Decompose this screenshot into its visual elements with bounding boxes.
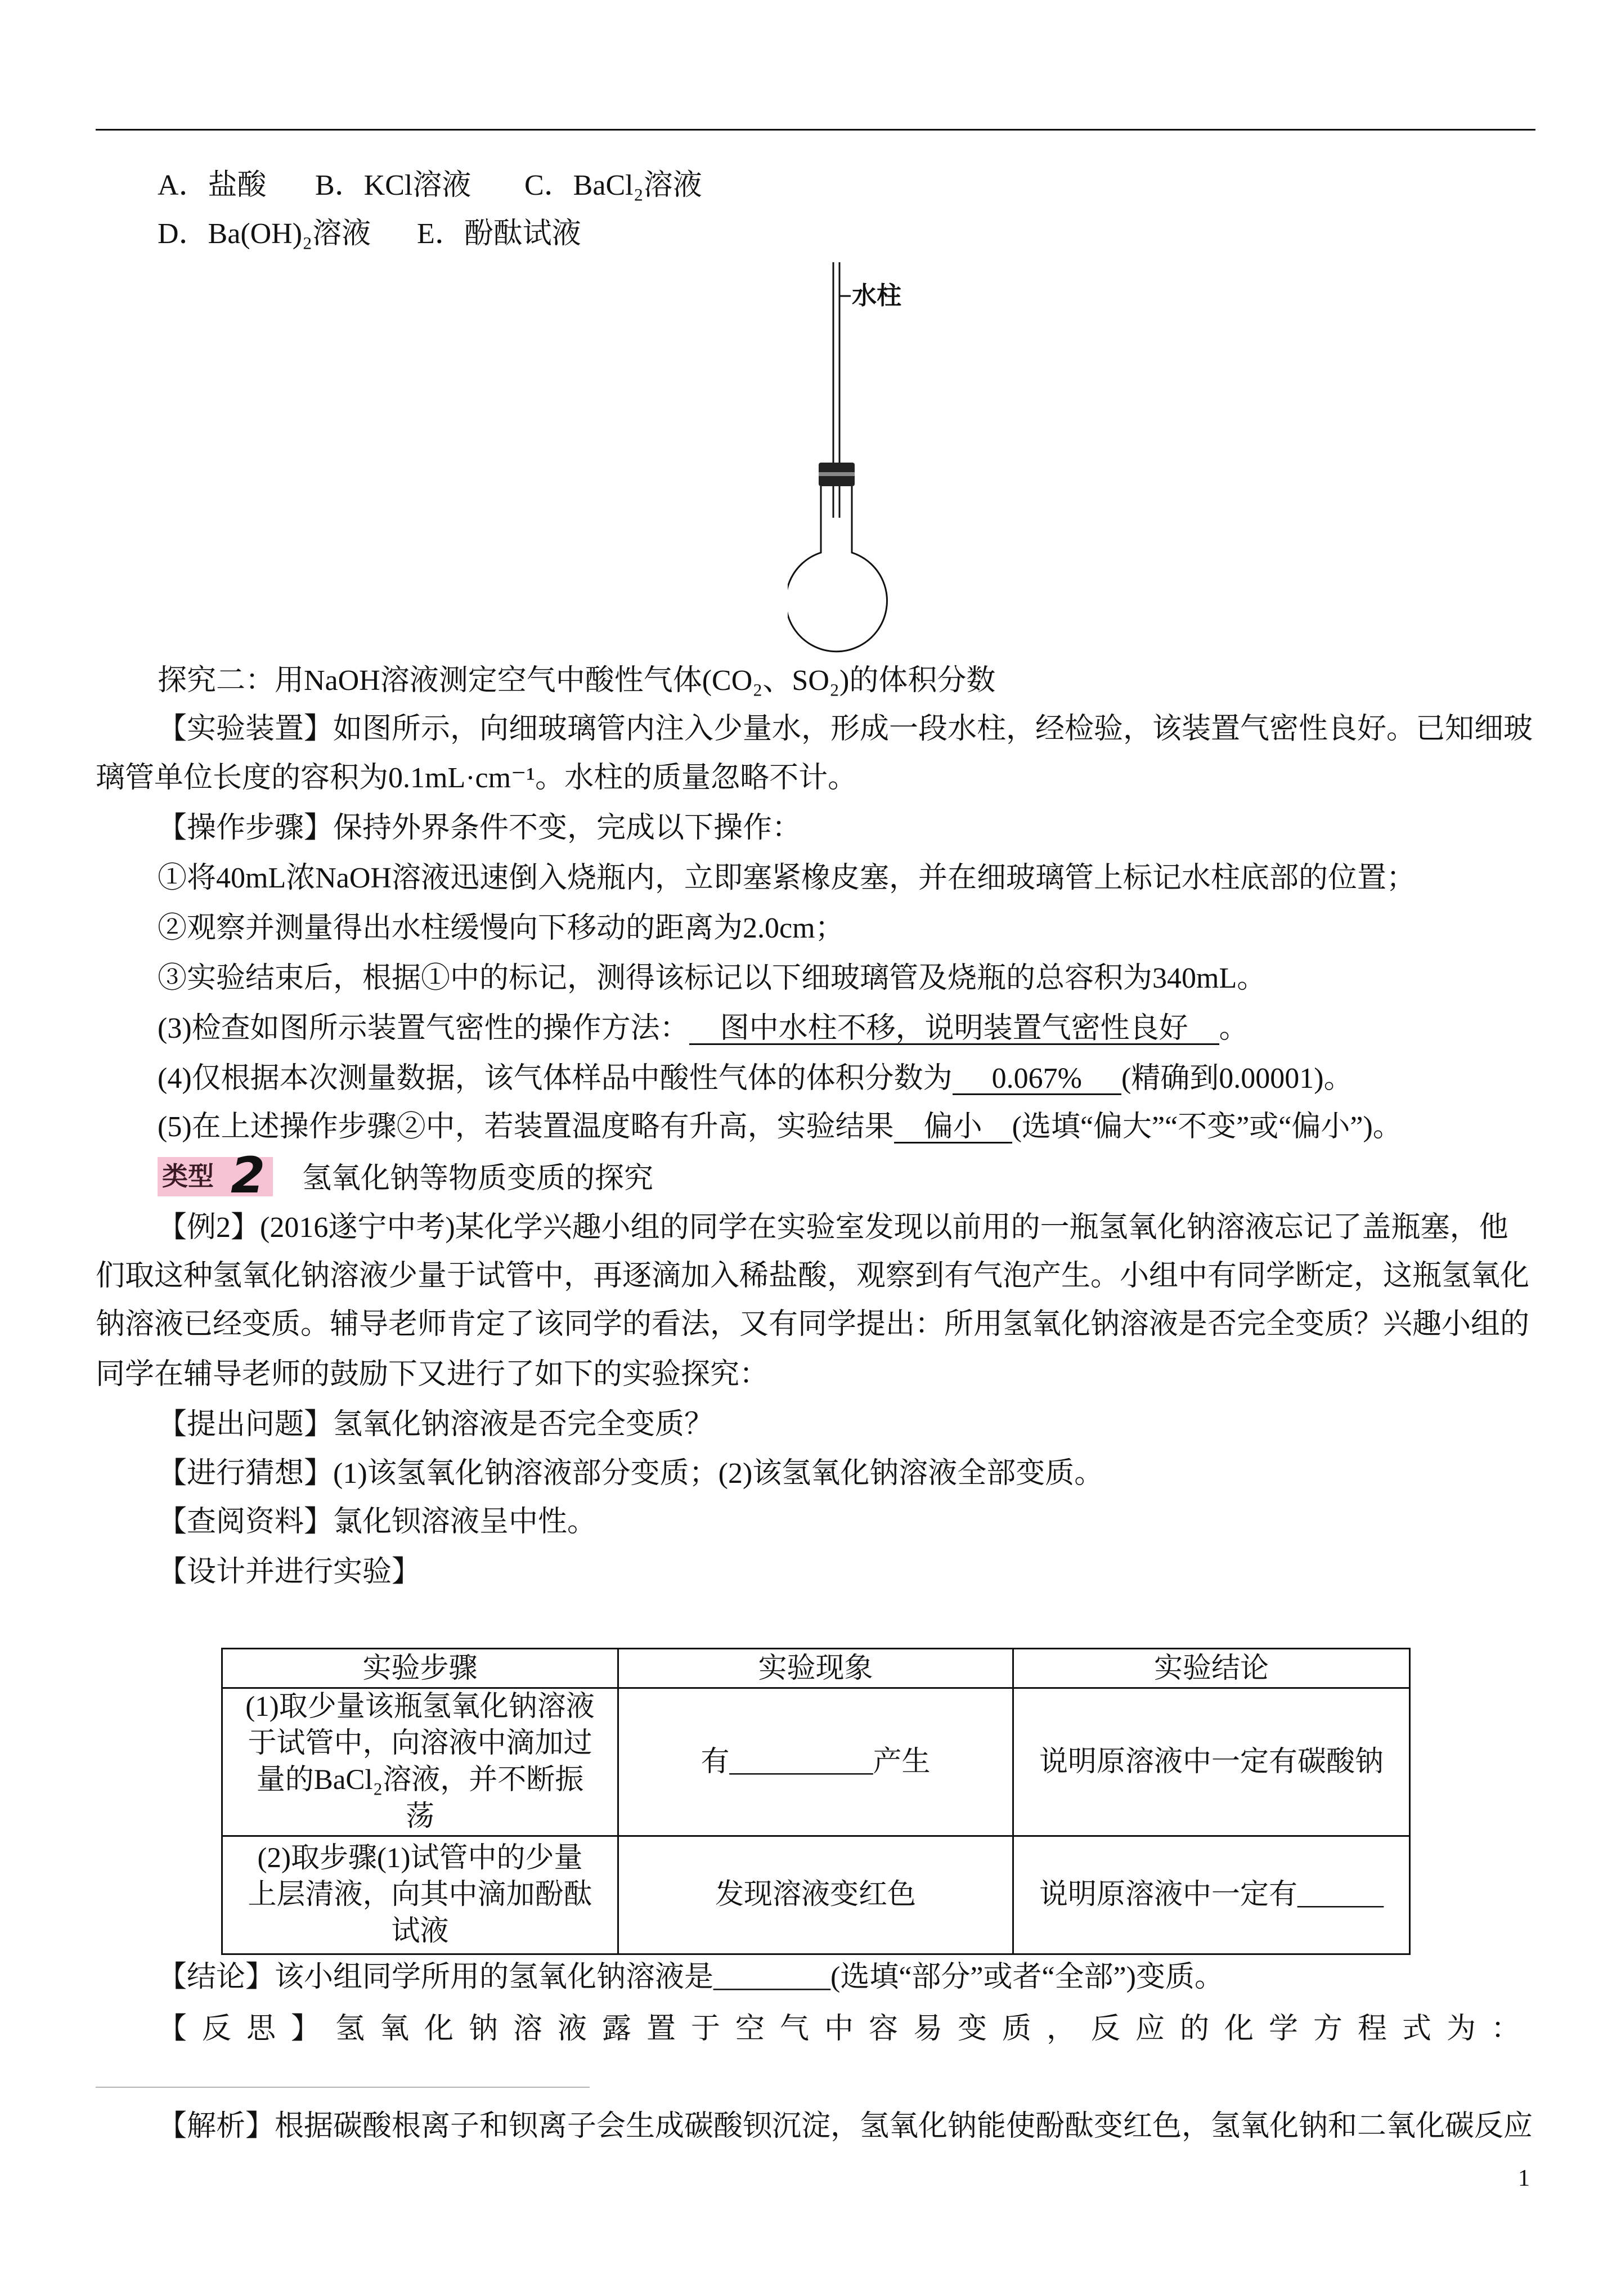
raise-question: 【提出问题】氢氧化钠溶液是否完全变质？ [158, 1409, 714, 1441]
option-d: D．Ba(OH)₂溶液 [158, 218, 371, 250]
row1-step-line: (1)取少量该瓶氢氧化钠溶液 [245, 1691, 595, 1723]
row1-step-line: 于试管中，向溶液中滴加过 [248, 1728, 592, 1759]
page-number: 1 [1518, 2165, 1530, 2191]
design-experiment: 【设计并进行实验】 [158, 1556, 421, 1588]
question-4-suffix: (精确到0.00001)。 [1121, 1062, 1353, 1095]
header-conclusion: 实验结论 [1013, 1649, 1410, 1688]
header-phenomenon: 实验现象 [618, 1649, 1013, 1688]
question-4 [158, 1062, 1353, 1096]
row2-step-line: (2)取步骤(1)试管中的少量 [257, 1842, 583, 1874]
type2-title: 氢氧化钠等物质变质的探究 [302, 1163, 654, 1195]
procedure-step-1: ①将40mL浓NaOH溶液迅速倒入烧瓶内，立即塞紧橡皮塞，并在细玻璃管上标记水柱底部的位置； [158, 862, 1416, 894]
reference-material: 【查阅资料】氯化钡溶液呈中性。 [158, 1506, 597, 1538]
hypothesis: 【进行猜想】(1)该氢氧化钠溶液部分变质；(2)该氢氧化钠溶液全部变质。 [158, 1458, 1104, 1490]
header-rule [96, 129, 1535, 131]
row2-step-cell [222, 1836, 618, 1954]
row2-step-line: 试液 [391, 1916, 449, 1947]
row2-phenomenon: 发现溶液变红色 [618, 1836, 1013, 1954]
row2-step-line: 上层清液，向其中滴加酚酞 [248, 1879, 592, 1911]
type-badge [158, 1146, 273, 1204]
procedure-step-3: ③实验结束后，根据①中的标记，测得该标记以下细玻璃管及烧瓶的总容积为340mL。 [158, 962, 1267, 994]
option-a: A．盐酸 [158, 169, 267, 201]
example2-line-4: 同学在辅导老师的鼓励下又进行了如下的实验探究： [96, 1358, 769, 1391]
flask-body [788, 486, 887, 652]
type-badge-label: 类型 [162, 1162, 214, 1191]
example2-line-1: 【例2】(2016遂宁中考)某化学兴趣小组的同学在实验室发现以前用的一瓶氢氧化钠溶液忘记了盖瓶塞，他 [158, 1212, 1508, 1244]
flask-apparatus-figure [788, 253, 900, 658]
reflection: 【反思】氢氧化钠溶液露置于空气中容易变质，反应的化学方程式为： [158, 2013, 1536, 2045]
question-3 [158, 1012, 1249, 1046]
table-row [222, 1688, 1410, 1836]
conclusion: 【结论】该小组同学所用的氢氧化钠溶液是________(选填“部分”或者“全部”)变质。 [158, 1961, 1224, 1993]
row1-phenomenon: 有__________产生 [618, 1688, 1013, 1836]
inquiry2-title: 探究二：用NaOH溶液测定空气中酸性气体(CO₂、SO₂)的体积分数 [158, 665, 996, 697]
footnote-rule [96, 2087, 590, 2088]
row1-step-cell [222, 1688, 618, 1836]
question-3-answer: 图中水柱不移，说明装置气密性良好 [689, 1014, 1219, 1045]
type-badge-number: 2 [231, 1146, 266, 1204]
row1-step-line: 荡 [405, 1801, 434, 1832]
table-header-row [222, 1649, 1410, 1688]
question-3-suffix: 。 [1219, 1012, 1249, 1044]
question-4-prefix: (4)仅根据本次测量数据，该气体样品中酸性气体的体积分数为 [158, 1062, 953, 1095]
question-3-prefix: (3)检查如图所示装置气密性的操作方法： [158, 1012, 689, 1044]
procedure-title: 【操作步骤】保持外界条件不变，完成以下操作： [158, 812, 802, 844]
water-column-label: 水柱 [852, 282, 901, 310]
experiment-table [221, 1648, 1411, 1955]
question-5-prefix: (5)在上述操作步骤②中，若装置温度略有升高，实验结果 [158, 1111, 894, 1143]
header-steps: 实验步骤 [222, 1649, 618, 1688]
option-c: C．BaCl₂溶液 [524, 169, 702, 201]
option-e: E．酚酞试液 [417, 218, 581, 250]
rubber-stopper-stripe [819, 472, 855, 476]
question-4-answer: 0.067% [953, 1064, 1121, 1095]
example2-line-2: 们取这种氢氧化钠溶液少量于试管中，再逐滴加入稀盐酸，观察到有气泡产生。小组中有同学断定，这瓶氢氧化 [96, 1260, 1530, 1292]
row2-conclusion: 说明原溶液中一定有______ [1013, 1836, 1410, 1954]
procedure-step-2: ②观察并测量得出水柱缓慢向下移动的距离为2.0cm； [158, 912, 845, 944]
question-5-answer: 偏小 [894, 1113, 1012, 1143]
analysis: 【解析】根据碳酸根离子和钡离子会生成碳酸钡沉淀，氢氧化钠能使酚酞变红色，氢氧化钠和二氧化碳反应 [158, 2110, 1533, 2142]
apparatus-line-1: 【实验装置】如图所示，向细玻璃管内注入少量水，形成一段水柱，经检验，该装置气密性良好。已知细玻 [158, 713, 1533, 745]
table-row [222, 1836, 1410, 1954]
example2-line-3: 钠溶液已经变质。辅导老师肯定了该同学的看法，又有同学提出：所用氢氧化钠溶液是否完全变质？兴趣小组的 [96, 1308, 1530, 1340]
question-5 [158, 1110, 1402, 1144]
apparatus-line-2: 璃管单位长度的容积为0.1mL·cm⁻¹。水柱的质量忽略不计。 [96, 762, 857, 794]
question-5-suffix: (选填“偏大”“不变”或“偏小”)。 [1012, 1111, 1402, 1143]
row1-step-line: 量的BaCl₂溶液，并不断振 [256, 1764, 584, 1796]
option-b: B．KCl溶液 [315, 169, 472, 201]
row1-conclusion: 说明原溶液中一定有碳酸钠 [1013, 1688, 1410, 1836]
